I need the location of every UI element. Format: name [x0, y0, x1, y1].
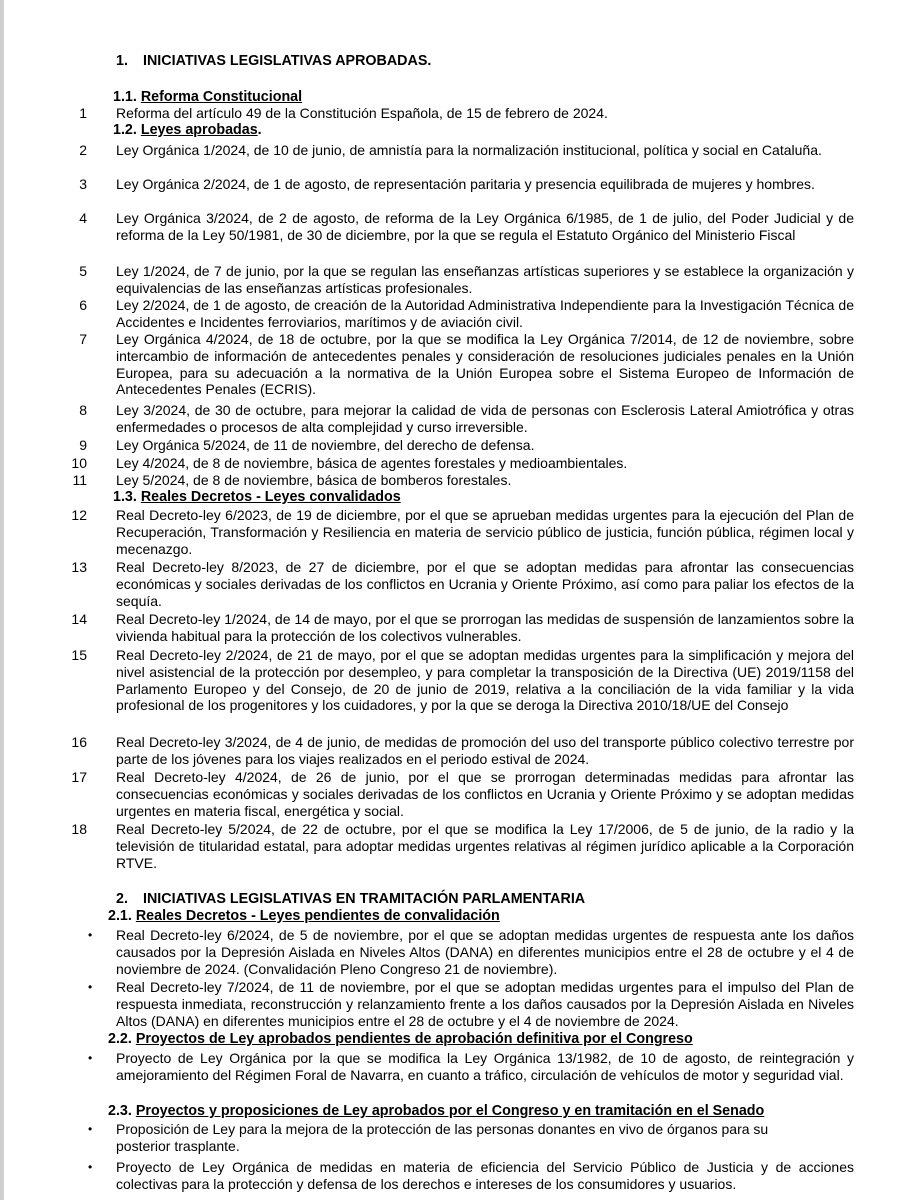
item-number-11: 11: [72, 472, 87, 488]
subsection-title: Proyectos de Ley aprobados pendientes de aprobación definitiva por el Congreso: [135, 1031, 693, 1047]
subsection-number: 2.2.: [108, 1031, 132, 1047]
bullet-text-4: Proposición de Ley para la mejora de la protección de las personas donantes en vivo de órganos para su posterior trasplante.: [116, 1121, 769, 1154]
item-number-16: 16: [71, 734, 87, 750]
item-number-12: 12: [71, 507, 87, 523]
section-number: 2.: [116, 891, 128, 907]
subsection-title: Reforma Constitucional: [140, 89, 303, 105]
subsection-heading-1-1: [113, 89, 302, 106]
subsection-number: 1.2.: [113, 122, 137, 138]
subsection-suffix: .: [257, 122, 262, 138]
bullet-marker: •: [88, 928, 93, 942]
item-text-6: Ley 2/2024, de 1 de agosto, de creación de la Autoridad Administrativa Independiente para la Investigación Técnica de Accidentes e Incidentes ferroviarios, marítimos y de aviación civil.: [116, 297, 854, 330]
item-number-10: 10: [71, 455, 87, 471]
item-text-9: Ley Orgánica 5/2024, de 11 de noviembre, del derecho de defensa.: [116, 437, 535, 453]
bullet-marker: •: [88, 1051, 93, 1065]
item-text-14: Real Decreto-ley 1/2024, de 14 de mayo, por el que se prorrogan las medidas de suspensión de lanzamientos sobre la vivienda habitual para la protección de los colectivos vulnerables.: [116, 611, 854, 644]
item-text-15: Real Decreto-ley 2/2024, de 21 de mayo, por el que se adoptan medidas urgentes para la simplificación y mejora del nivel asistencial de la protección por desempleo, y para completar la transposición de la Directiva (UE) 2019/1158 del Parlamento Europeo y del Consejo, de 20 de junio de 2019, relativa a la conciliación de la vida familiar y la vida profesional de los progenitores y los cuidadores, y por la que se deroga la Directiva 2010/18/UE del Consejo: [116, 647, 854, 714]
item-text-18: Real Decreto-ley 5/2024, de 22 de octubre, por el que se modifica la Ley 17/2006, de 5 de junio, de la radio y la televisión de titularidad estatal, para adoptar medidas urgentes relativas al régimen jurídico aplicable a la Corporación RTVE.: [116, 821, 854, 871]
subsection-heading-2-3: [108, 1103, 764, 1120]
bullet-text-5: Proyecto de Ley Orgánica de medidas en materia de eficiencia del Servicio Público de Justicia y de acciones colectivas para la protección y defensa de los derechos e intereses de los consumidores y usuarios.: [116, 1159, 854, 1192]
bullet-marker: •: [88, 980, 93, 994]
bullet-text-3: Proyecto de Ley Orgánica por la que se modifica la Ley Orgánica 13/1982, de 10 de agosto, de reintegración y amejoramiento del Régimen Foral de Navarra, en cuanto a tráfico, circulación de vehículos de motor y seguridad vial.: [116, 1050, 854, 1083]
subsection-title: Proyectos y proposiciones de Ley aprobados por el Congreso y en tramitación en el Senado: [135, 1103, 765, 1119]
item-number-14: 14: [71, 611, 87, 627]
bullet-marker: •: [88, 1122, 93, 1136]
item-number-6: 6: [79, 297, 87, 313]
item-number-9: 9: [79, 437, 87, 453]
item-number-15: 15: [71, 647, 87, 663]
section-heading-1: [116, 53, 431, 70]
bullet-marker: •: [88, 1160, 93, 1174]
item-number-3: 3: [79, 176, 87, 192]
item-number-18: 18: [71, 821, 87, 837]
item-text-13: Real Decreto-ley 8/2023, de 27 de diciembre, por el que se adoptan medidas para afrontar las consecuencias económicas y sociales derivadas de los conflictos en Ucrania y Oriente Próximo, así como para paliar los efectos de la sequía.: [116, 559, 854, 609]
item-text-17: Real Decreto-ley 4/2024, de 26 de junio, por el que se prorrogan determinadas medidas para afrontar las consecuencias económicas y sociales derivadas de los conflictos en Ucrania y Oriente Próximo y se adoptan medidas urgentes en materia fiscal, energética y social.: [116, 769, 854, 819]
subsection-heading-2-1: [108, 908, 500, 925]
subsection-heading-1-2: [113, 122, 262, 139]
item-number-5: 5: [79, 263, 87, 279]
item-text-10: Ley 4/2024, de 8 de noviembre, básica de agentes forestales y medioambientales.: [116, 455, 628, 471]
section-heading-2: [116, 891, 585, 908]
section-title: INICIATIVAS LEGISLATIVAS EN TRAMITACIÓN PARLAMENTARIA: [143, 891, 586, 907]
item-text-3: Ley Orgánica 2/2024, de 1 de agosto, de representación paritaria y presencia equilibrada de mujeres y hombres.: [116, 176, 815, 192]
subsection-number: 2.3.: [108, 1103, 132, 1119]
subsection-number: 1.1.: [113, 89, 137, 105]
item-number-13: 13: [71, 559, 87, 575]
item-number-1: 1: [79, 105, 87, 121]
item-number-8: 8: [79, 402, 87, 418]
item-text-12: Real Decreto-ley 6/2023, de 19 de diciembre, por el que se aprueban medidas urgentes para la ejecución del Plan de Recuperación, Transformación y Resiliencia en materia de servicio público de justicia, función pública, régimen local y mecenazgo.: [116, 507, 854, 557]
subsection-number: 2.1.: [108, 908, 132, 924]
section-number: 1.: [116, 53, 128, 69]
subsection-title: Reales Decretos - Leyes pendientes de convalidación: [135, 908, 500, 924]
item-number-4: 4: [79, 210, 87, 226]
item-number-2: 2: [79, 142, 87, 158]
subsection-number: 1.3.: [113, 489, 137, 505]
item-number-17: 17: [71, 769, 87, 785]
subsection-title: Reales Decretos - Leyes convalidados: [140, 489, 401, 505]
bullet-text-2: Real Decreto-ley 7/2024, de 11 de noviembre, por el que se adoptan medidas urgentes para el impulso del Plan de respuesta inmediata, reconstrucción y relanzamiento frente a los daños causados por la Depresión Aislada en Niveles Altos (DANA) en diferentes municipios entre el 28 de octubre y el 4 de noviembre de 2024.: [116, 979, 854, 1029]
item-text-2: Ley Orgánica 1/2024, de 10 de junio, de amnistía para la normalización institucional, política y social en Cataluña.: [116, 142, 822, 158]
item-text-4: Ley Orgánica 3/2024, de 2 de agosto, de reforma de la Ley Orgánica 6/1985, de 1 de julio, del Poder Judicial y de reforma de la Ley 50/1981, de 30 de diciembre, por la que se regula el Estatuto Orgánico del Ministerio Fiscal: [116, 210, 854, 243]
item-text-11: Ley 5/2024, de 8 de noviembre, básica de bomberos forestales.: [116, 472, 512, 488]
subsection-heading-1-3: [113, 489, 401, 506]
item-number-7: 7: [79, 331, 87, 347]
item-text-7: Ley Orgánica 4/2024, de 18 de octubre, por la que se modifica la Ley Orgánica 7/2014, de 12 de noviembre, sobre intercambio de información de antecedentes penales y consideración de resoluciones judiciales penales en la Unión Europea, para su adecuación a la normativa de la Unión Europea sobre el Sistema Europeo de Información de Antecedentes Penales (ECRIS).: [116, 331, 854, 398]
subsection-title: Leyes aprobadas: [140, 122, 258, 138]
item-text-8: Ley 3/2024, de 30 de octubre, para mejorar la calidad de vida de personas con Esclerosis Lateral Amiotrófica y otras enfermedades o procesos de alta complejidad y curso irreversible.: [116, 402, 854, 435]
item-text-16: Real Decreto-ley 3/2024, de 4 de junio, de medidas de promoción del uso del transporte público colectivo terrestre por parte de los jóvenes para los viajes realizados en el periodo estival de 2024.: [116, 734, 854, 767]
item-text-1: Reforma del artículo 49 de la Constitución Española, de 15 de febrero de 2024.: [116, 105, 608, 121]
item-text-5: Ley 1/2024, de 7 de junio, por la que se regulan las enseñanzas artísticas superiores y se establece la organización y equivalencias de las enseñanzas artísticas profesionales.: [116, 263, 854, 296]
bullet-text-1: Real Decreto-ley 6/2024, de 5 de noviembre, por el que se adoptan medidas urgentes de respuesta ante los daños causados por la Depresión Aislada en Niveles Altos (DANA) en diferentes municipios entre el 28 de octubre y el 4 de noviembre de 2024. (Convalidación Pleno Congreso 21 de noviembre).: [116, 927, 854, 977]
section-title: INICIATIVAS LEGISLATIVAS APROBADAS.: [143, 53, 432, 69]
subsection-heading-2-2: [108, 1031, 693, 1048]
